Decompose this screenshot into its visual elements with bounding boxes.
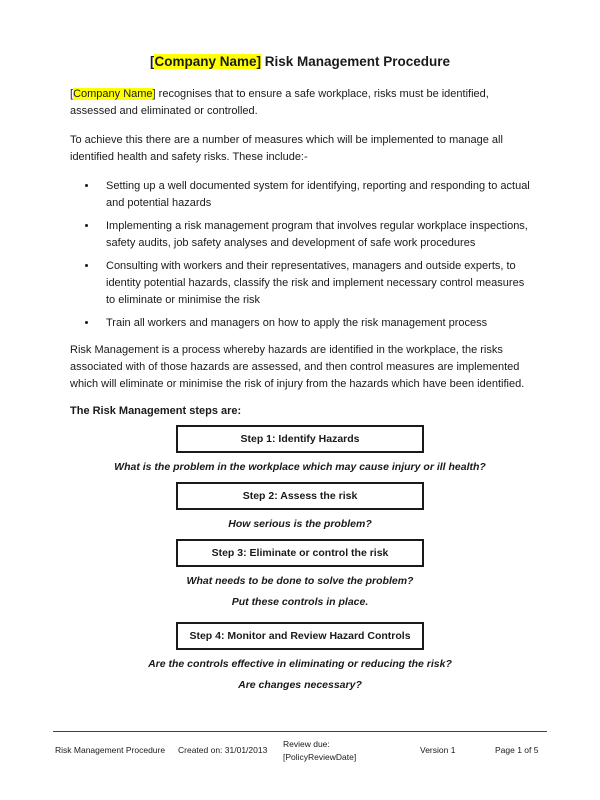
page-footer xyxy=(53,731,547,774)
footer-review-label: Review due: xyxy=(283,739,330,749)
title-bracket-open: [ xyxy=(149,54,155,69)
list-item: • Train all workers and managers on how to apply the risk management process xyxy=(98,315,530,332)
intro-company-name-highlight: Company Name xyxy=(73,88,153,100)
definition-paragraph: Risk Management is a process whereby hazards are identified in the workplace, the risks associated with of those hazards are assessed, and then control measures are implemented which will eliminate or minimise the risk of injury from the hazards which have been identified. xyxy=(70,344,525,390)
footer-document-name: Risk Management Procedure xyxy=(55,745,166,755)
page-title xyxy=(70,52,530,72)
list-item: • Implementing a risk management program that involves regular workplace inspections, safety audits, job safety analyses and development of safe work procedures xyxy=(98,218,530,252)
footer-page-number: Page 1 of 5 xyxy=(495,745,539,755)
intro-paragraph xyxy=(70,86,530,120)
step-4-question-2: Are changes necessary? xyxy=(238,679,362,691)
footer-review-due xyxy=(283,738,393,762)
footer-created-date: Created on: 31/01/2013 xyxy=(178,745,268,755)
intro-text: ] recognises that to ensure a safe workplace, risks must be identified, assessed and eliminated or controlled. xyxy=(70,88,489,117)
title-company-name-highlight: Company Name] xyxy=(154,54,261,69)
title-suffix: Risk Management Procedure xyxy=(260,54,451,69)
measures-list xyxy=(70,178,530,332)
list-item: • Setting up a well documented system for identifying, reporting and responding to actual and potential hazards xyxy=(98,178,530,212)
step-1-question: What is the problem in the workplace which may cause injury or ill health? xyxy=(114,461,486,473)
list-item: • Consulting with workers and their representatives, managers and outside experts, to identity potential hazards, classify the risk and implement necessary control measures to eliminate or minimise the risk xyxy=(98,258,530,309)
step-2-box: Step 2: Assess the risk xyxy=(176,482,424,510)
step-2-question: How serious is the problem? xyxy=(228,518,372,530)
footer-version: Version 1 xyxy=(420,745,456,755)
intro-bracket-open: [ xyxy=(70,88,74,100)
step-3-question-1: What needs to be done to solve the problem? xyxy=(186,575,414,587)
step-3-question-2: Put these controls in place. xyxy=(231,596,369,608)
step-3-box: Step 3: Eliminate or control the risk xyxy=(176,539,424,567)
steps-flow xyxy=(70,425,530,692)
step-4-box: Step 4: Monitor and Review Hazard Controls xyxy=(176,622,424,650)
steps-heading: The Risk Management steps are: xyxy=(70,405,242,417)
measures-intro-paragraph: To achieve this there are a number of measures which will be implemented to manage all identified health and safety risks. These include:- xyxy=(70,134,503,163)
step-1-box: Step 1: Identify Hazards xyxy=(176,425,424,453)
footer-review-value: [PolicyReviewDate] xyxy=(283,752,357,762)
step-4-question-1: Are the controls effective in eliminating or reducing the risk? xyxy=(148,658,452,670)
